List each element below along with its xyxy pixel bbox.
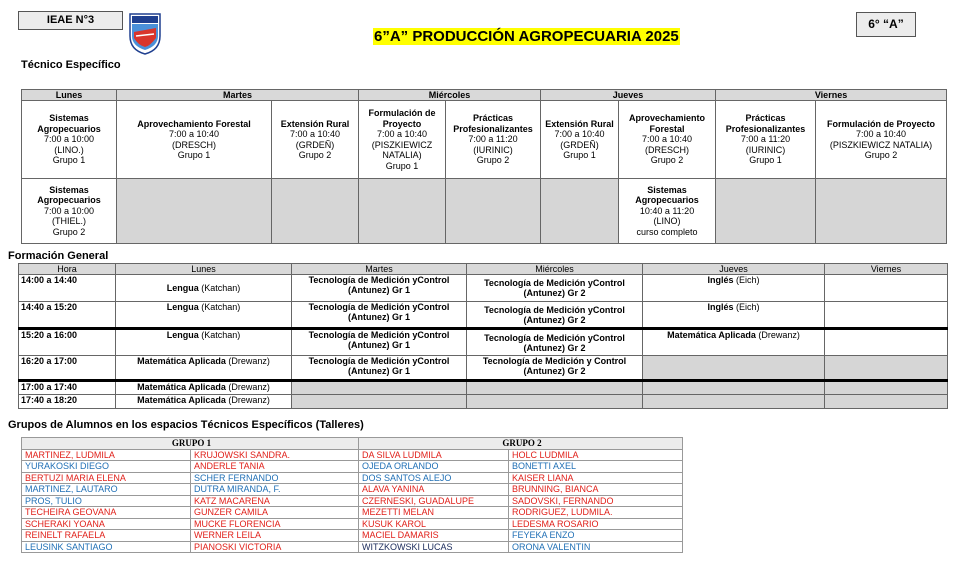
student-name: SCHERAKI YOANA bbox=[22, 518, 191, 530]
class-cell bbox=[825, 329, 948, 356]
class-cell: Prácticas Profesionalizantes 7:00 a 11:20 (IURINIC) Grupo 2 bbox=[446, 101, 541, 179]
class-cell: Lengua (Katchan) bbox=[116, 329, 292, 356]
class-cell: Matemática Aplicada (Drewanz) bbox=[116, 356, 292, 381]
tecnico-schedule-table bbox=[21, 89, 947, 244]
student-name: DA SILVA LUDMILA bbox=[359, 449, 509, 461]
hora-cell: 16:20 a 17:00 bbox=[19, 356, 116, 381]
table-row bbox=[22, 541, 683, 553]
formacion-header-row bbox=[19, 264, 948, 275]
table-row bbox=[19, 275, 948, 302]
table-row bbox=[19, 329, 948, 356]
student-name: MEZETTI MELAN bbox=[359, 507, 509, 519]
class-cell: Tecnología de Medición yControl (Antunez) Gr 1 bbox=[292, 329, 467, 356]
class-cell: Tecnología de Medición yControl (Antunez) Gr 2 bbox=[467, 275, 643, 302]
student-name: PIANOSKI VICTORIA bbox=[191, 541, 359, 553]
grupos-table bbox=[21, 437, 683, 553]
day-miercoles: Miércoles bbox=[359, 90, 541, 101]
student-name: MARTINEZ, LUDMILA bbox=[22, 449, 191, 461]
formacion-schedule-table bbox=[18, 263, 948, 409]
empty-cell bbox=[467, 395, 643, 409]
table-row bbox=[19, 395, 948, 409]
empty-cell bbox=[359, 179, 446, 244]
hora-cell: 15:20 a 16:00 bbox=[19, 329, 116, 356]
empty-cell bbox=[446, 179, 541, 244]
section-formacion-title: Formación General bbox=[8, 250, 109, 262]
day-jueves: Jueves bbox=[541, 90, 716, 101]
class-cell bbox=[825, 275, 948, 302]
class-cell: Sistemas Agropecuarios 7:00 a 10:00 (LINO.) Grupo 1 bbox=[22, 101, 117, 179]
student-name: REINELT RAFAELA bbox=[22, 530, 191, 542]
table-row bbox=[19, 356, 948, 381]
empty-cell bbox=[272, 179, 359, 244]
student-name: RODRIGUEZ, LUDMILA. bbox=[509, 507, 683, 519]
student-name: BRUNNING, BIANCA bbox=[509, 484, 683, 496]
empty-cell bbox=[825, 381, 948, 395]
tecnico-row-1 bbox=[22, 101, 947, 179]
class-cell: Tecnología de Medición yControl (Antunez) Gr 1 bbox=[292, 302, 467, 329]
class-cell: Aprovechamiento Forestal 7:00 a 10:40 (DRESCH) Grupo 2 bbox=[619, 101, 716, 179]
col-viernes: Viernes bbox=[825, 264, 948, 275]
course-badge: 6° “A” bbox=[856, 12, 916, 37]
empty-cell bbox=[716, 179, 816, 244]
empty-cell bbox=[643, 356, 825, 381]
day-lunes: Lunes bbox=[22, 90, 117, 101]
tecnico-header-row bbox=[22, 90, 947, 101]
student-name: LEDESMA ROSARIO bbox=[509, 518, 683, 530]
empty-cell bbox=[643, 395, 825, 409]
student-name: YURAKOSKI DIEGO bbox=[22, 461, 191, 473]
student-name: BONETTI AXEL bbox=[509, 461, 683, 473]
class-cell: Inglés (Eich) bbox=[643, 275, 825, 302]
class-cell: Tecnología de Medición y Control (Antunez) Gr 2 bbox=[467, 356, 643, 381]
student-name: KUSUK KAROL bbox=[359, 518, 509, 530]
empty-cell bbox=[467, 381, 643, 395]
class-cell: Matemática Aplicada (Drewanz) bbox=[116, 395, 292, 409]
class-cell: Tecnología de Medición yControl (Antunez) Gr 1 bbox=[292, 275, 467, 302]
class-cell: Tecnología de Medición yControl (Antunez) Gr 2 bbox=[467, 302, 643, 329]
student-name: TECHEIRA GEOVANA bbox=[22, 507, 191, 519]
hora-cell: 14:40 a 15:20 bbox=[19, 302, 116, 329]
table-row bbox=[22, 449, 683, 461]
empty-cell bbox=[117, 179, 272, 244]
table-row bbox=[22, 495, 683, 507]
empty-cell bbox=[825, 356, 948, 381]
class-cell: Lengua (Katchan) bbox=[116, 275, 292, 302]
student-name: KAISER LIANA bbox=[509, 472, 683, 484]
student-name: WERNER LEILA bbox=[191, 530, 359, 542]
hora-cell: 17:00 a 17:40 bbox=[19, 381, 116, 395]
student-name: DOS SANTOS ALEJO bbox=[359, 472, 509, 484]
student-name: ANDERLE TANIA bbox=[191, 461, 359, 473]
empty-cell bbox=[816, 179, 947, 244]
section-tecnico-title: Técnico Específico bbox=[21, 59, 121, 71]
class-cell: Formulación de Proyecto 7:00 a 10:40 (PISZKIEWICZ NATALIA) Grupo 2 bbox=[816, 101, 947, 179]
student-name: GUNZER CAMILA bbox=[191, 507, 359, 519]
class-cell: Matemática Aplicada (Drewanz) bbox=[643, 329, 825, 356]
student-name: FEYEKA ENZO bbox=[509, 530, 683, 542]
day-viernes: Viernes bbox=[716, 90, 947, 101]
class-cell: Tecnología de Medición yControl (Antunez) Gr 2 bbox=[467, 329, 643, 356]
class-cell: Sistemas Agropecuarios 7:00 a 10:00 (THIEL.) Grupo 2 bbox=[22, 179, 117, 244]
col-jueves: Jueves bbox=[643, 264, 825, 275]
col-lunes: Lunes bbox=[116, 264, 292, 275]
student-name: ALAVA YANINA bbox=[359, 484, 509, 496]
empty-cell bbox=[541, 179, 619, 244]
class-cell: Extensión Rural 7:00 a 10:40 (GRDEÑ) Grupo 1 bbox=[541, 101, 619, 179]
student-name: LEUSINK SANTIAGO bbox=[22, 541, 191, 553]
school-label: IEAE N°3 bbox=[18, 11, 123, 30]
class-cell: Formulación de Proyecto 7:00 a 10:40 (PISZKIEWICZ NATALIA) Grupo 1 bbox=[359, 101, 446, 179]
student-name: BERTUZI MARIA ELENA bbox=[22, 472, 191, 484]
empty-cell bbox=[292, 381, 467, 395]
class-cell bbox=[825, 302, 948, 329]
page-title: 6”A” PRODUCCIÓN AGROPECUARIA 2025 bbox=[374, 28, 679, 45]
table-row bbox=[22, 461, 683, 473]
student-name: OJEDA ORLANDO bbox=[359, 461, 509, 473]
student-name: PROS, TULIO bbox=[22, 495, 191, 507]
grupo-2-header: GRUPO 2 bbox=[359, 438, 683, 450]
empty-cell bbox=[643, 381, 825, 395]
grupos-header-row bbox=[22, 438, 683, 450]
student-name: MARTINEZ, LAUTARO bbox=[22, 484, 191, 496]
table-row bbox=[19, 302, 948, 329]
section-grupos-title: Grupos de Alumnos en los espacios Técnicos Específicos (Talleres) bbox=[8, 419, 364, 431]
student-name: SADOVSKI, FERNANDO bbox=[509, 495, 683, 507]
class-cell: Extensión Rural 7:00 a 10:40 (GRDEÑ) Grupo 2 bbox=[272, 101, 359, 179]
student-name: KRUJOWSKI SANDRA. bbox=[191, 449, 359, 461]
grupo-1-header: GRUPO 1 bbox=[22, 438, 359, 450]
day-martes: Martes bbox=[117, 90, 359, 101]
col-martes: Martes bbox=[292, 264, 467, 275]
student-name: MUCKE FLORENCIA bbox=[191, 518, 359, 530]
class-cell: Matemática Aplicada (Drewanz) bbox=[116, 381, 292, 395]
student-name: DUTRA MIRANDA, F. bbox=[191, 484, 359, 496]
student-name: HOLC LUDMILA bbox=[509, 449, 683, 461]
table-row bbox=[22, 484, 683, 496]
class-cell: Lengua (Katchan) bbox=[116, 302, 292, 329]
hora-cell: 17:40 a 18:20 bbox=[19, 395, 116, 409]
student-name: KATZ MACARENA bbox=[191, 495, 359, 507]
school-crest-icon bbox=[128, 12, 162, 56]
student-name: WITZKOWSKI LUCAS bbox=[359, 541, 509, 553]
tecnico-row-2 bbox=[22, 179, 947, 244]
col-miercoles: Miércoles bbox=[467, 264, 643, 275]
table-row bbox=[22, 472, 683, 484]
class-cell: Tecnología de Medición yControl (Antunez) Gr 1 bbox=[292, 356, 467, 381]
class-cell: Inglés (Eich) bbox=[643, 302, 825, 329]
student-name: MACIEL DAMARIS bbox=[359, 530, 509, 542]
class-cell: Sistemas Agropecuarios 10:40 a 11:20 (LINO) curso completo bbox=[619, 179, 716, 244]
table-row bbox=[22, 530, 683, 542]
student-name: SCHER FERNANDO bbox=[191, 472, 359, 484]
student-name: ORONA VALENTIN bbox=[509, 541, 683, 553]
empty-cell bbox=[292, 395, 467, 409]
student-name: CZERNESKI, GUADALUPE bbox=[359, 495, 509, 507]
class-cell: Prácticas Profesionalizantes 7:00 a 11:20 (IURINIC) Grupo 1 bbox=[716, 101, 816, 179]
hora-cell: 14:00 a 14:40 bbox=[19, 275, 116, 302]
col-hora: Hora bbox=[19, 264, 116, 275]
table-row bbox=[22, 518, 683, 530]
table-row bbox=[19, 381, 948, 395]
empty-cell bbox=[825, 395, 948, 409]
table-row bbox=[22, 507, 683, 519]
class-cell: Aprovechamiento Forestal 7:00 a 10:40 (DRESCH) Grupo 1 bbox=[117, 101, 272, 179]
